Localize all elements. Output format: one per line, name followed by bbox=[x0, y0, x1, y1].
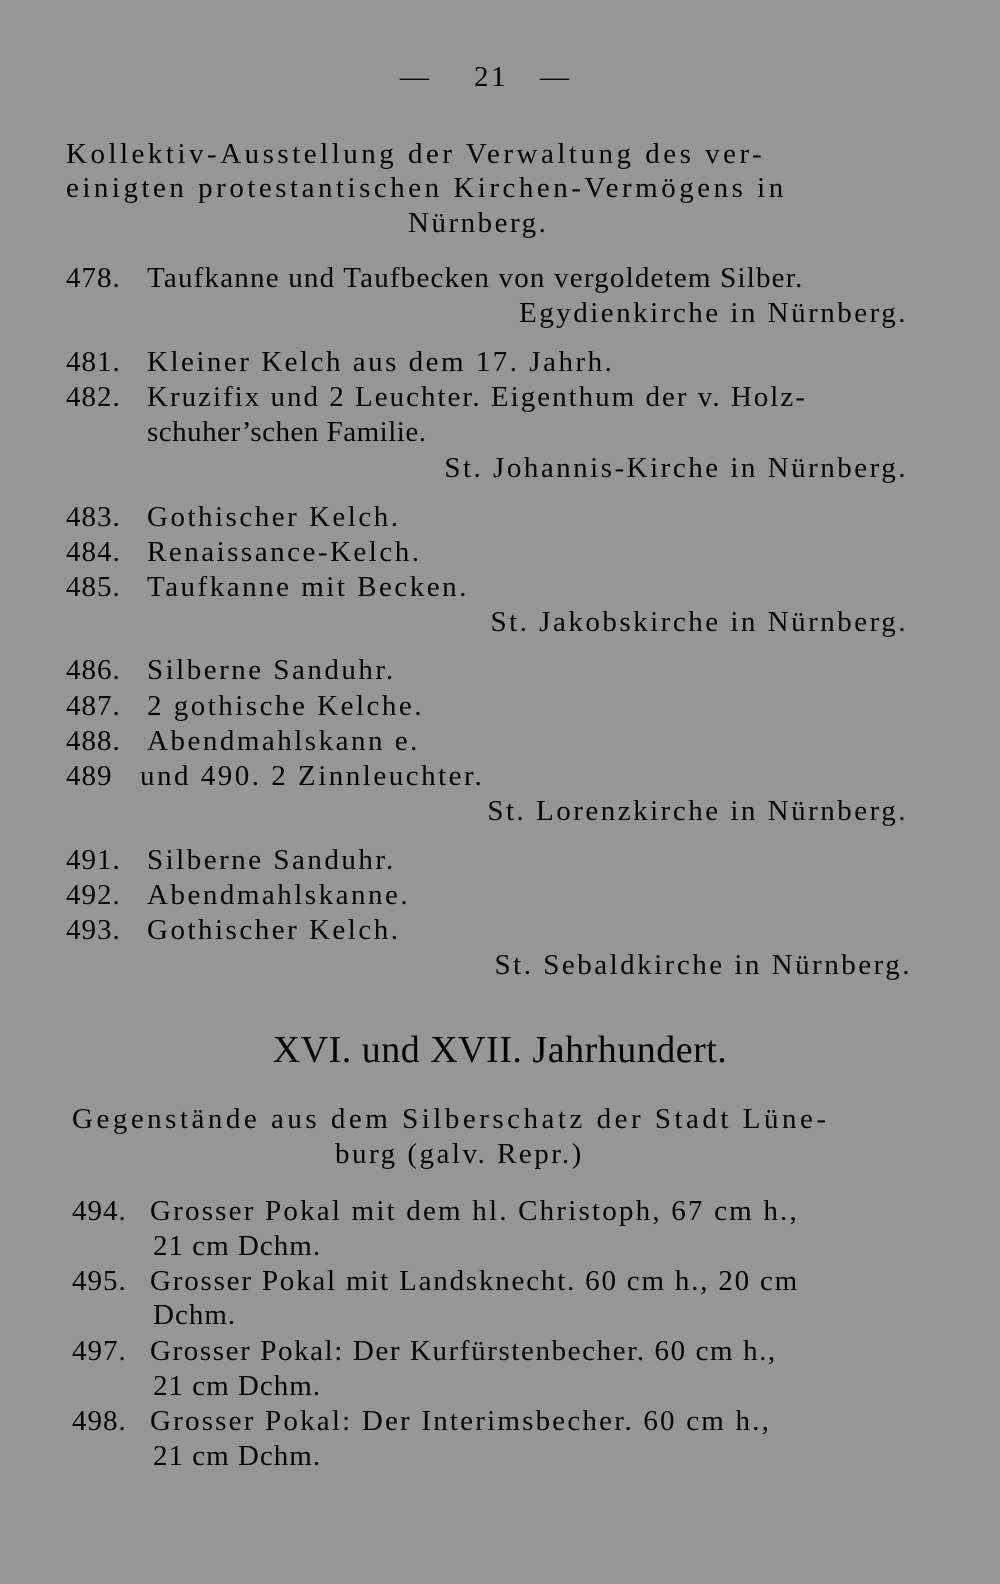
item-continuation: 21 cm Dchm. bbox=[153, 1440, 322, 1472]
item-number: 491. bbox=[66, 844, 121, 876]
location-line: St. Lorenzkirche in Nürnberg. bbox=[487, 795, 908, 827]
item-number: 484. bbox=[66, 536, 121, 568]
item-number: 495. bbox=[72, 1265, 127, 1297]
location-line: St. Johannis-Kirche in Nürnberg. bbox=[444, 452, 908, 484]
item-number: 489 bbox=[66, 760, 113, 792]
location-line: Egydienkirche in Nürnberg. bbox=[518, 297, 908, 329]
item-number: 493. bbox=[66, 914, 121, 946]
intro-line-1: Gegenstände aus dem Silberschatz der Stadt Lüne- bbox=[72, 1103, 830, 1135]
item-text: Silberne Sanduhr. bbox=[147, 844, 396, 876]
item-text: Silberne Sanduhr. bbox=[147, 654, 396, 686]
dash-left: — bbox=[400, 61, 429, 93]
item-text: Grosser Pokal: Der Interimsbecher. 60 cm h., bbox=[150, 1405, 772, 1437]
item-text: Grosser Pokal mit Landsknecht. 60 cm h., 20 cm bbox=[150, 1265, 800, 1297]
section-heading: XVI. und XVII. Jahrhundert. bbox=[272, 1029, 728, 1071]
intro-line-2: burg (galv. Repr.) bbox=[335, 1138, 584, 1170]
item-number: 497. bbox=[72, 1335, 127, 1367]
item-text: Gothischer Kelch. bbox=[147, 501, 401, 533]
item-continuation: 21 cm Dchm. bbox=[153, 1230, 322, 1262]
item-text: Taufkanne mit Becken. bbox=[147, 571, 469, 603]
item-number: 481. bbox=[66, 346, 121, 378]
item-number: 492. bbox=[66, 879, 121, 911]
intro-line-3: Nürnberg. bbox=[408, 207, 549, 239]
dash-right: — bbox=[540, 61, 569, 93]
item-continuation: Dchm. bbox=[153, 1299, 237, 1331]
item-number: 482. bbox=[66, 381, 121, 413]
item-text: Gothischer Kelch. bbox=[147, 914, 401, 946]
item-text: Kleiner Kelch aus dem 17. Jahrh. bbox=[147, 346, 615, 378]
item-text: Abendmahlskann e. bbox=[147, 725, 420, 757]
item-number: 488. bbox=[66, 725, 121, 757]
item-number: 487. bbox=[66, 690, 121, 722]
item-text: Kruzifix und 2 Leuchter. Eigenthum der v. Holz- bbox=[147, 381, 807, 413]
item-number: 494. bbox=[72, 1195, 127, 1227]
item-number: 478. bbox=[66, 262, 121, 294]
item-text: Renaissance-Kelch. bbox=[147, 536, 422, 568]
item-continuation: schuher’schen Familie. bbox=[147, 416, 427, 448]
location-line: St. Sebaldkirche in Nürnberg. bbox=[494, 949, 912, 981]
location-line: St. Jakobskirche in Nürnberg. bbox=[490, 606, 908, 638]
intro-line-1: Kollektiv-Ausstellung der Verwaltung des ver- bbox=[66, 138, 766, 170]
item-number: 498. bbox=[72, 1405, 127, 1437]
item-number: 485. bbox=[66, 571, 121, 603]
item-number: 483. bbox=[66, 501, 121, 533]
item-text: Abendmahlskanne. bbox=[147, 879, 411, 911]
item-text: Grosser Pokal: Der Kurfürstenbecher. 60 cm h., bbox=[150, 1335, 777, 1367]
item-text: Taufkanne und Taufbecken von vergoldetem Silber. bbox=[147, 262, 804, 294]
item-number: 486. bbox=[66, 654, 121, 686]
item-text: und 490. 2 Zinnleuchter. bbox=[140, 760, 485, 792]
page-number: 21 bbox=[474, 61, 508, 93]
intro-line-2: einigten protestantischen Kirchen-Vermögens in bbox=[66, 172, 787, 204]
item-text: Grosser Pokal mit dem hl. Christoph, 67 cm h., bbox=[150, 1195, 799, 1227]
item-text: 2 gothische Kelche. bbox=[147, 690, 425, 722]
item-continuation: 21 cm Dchm. bbox=[153, 1370, 322, 1402]
